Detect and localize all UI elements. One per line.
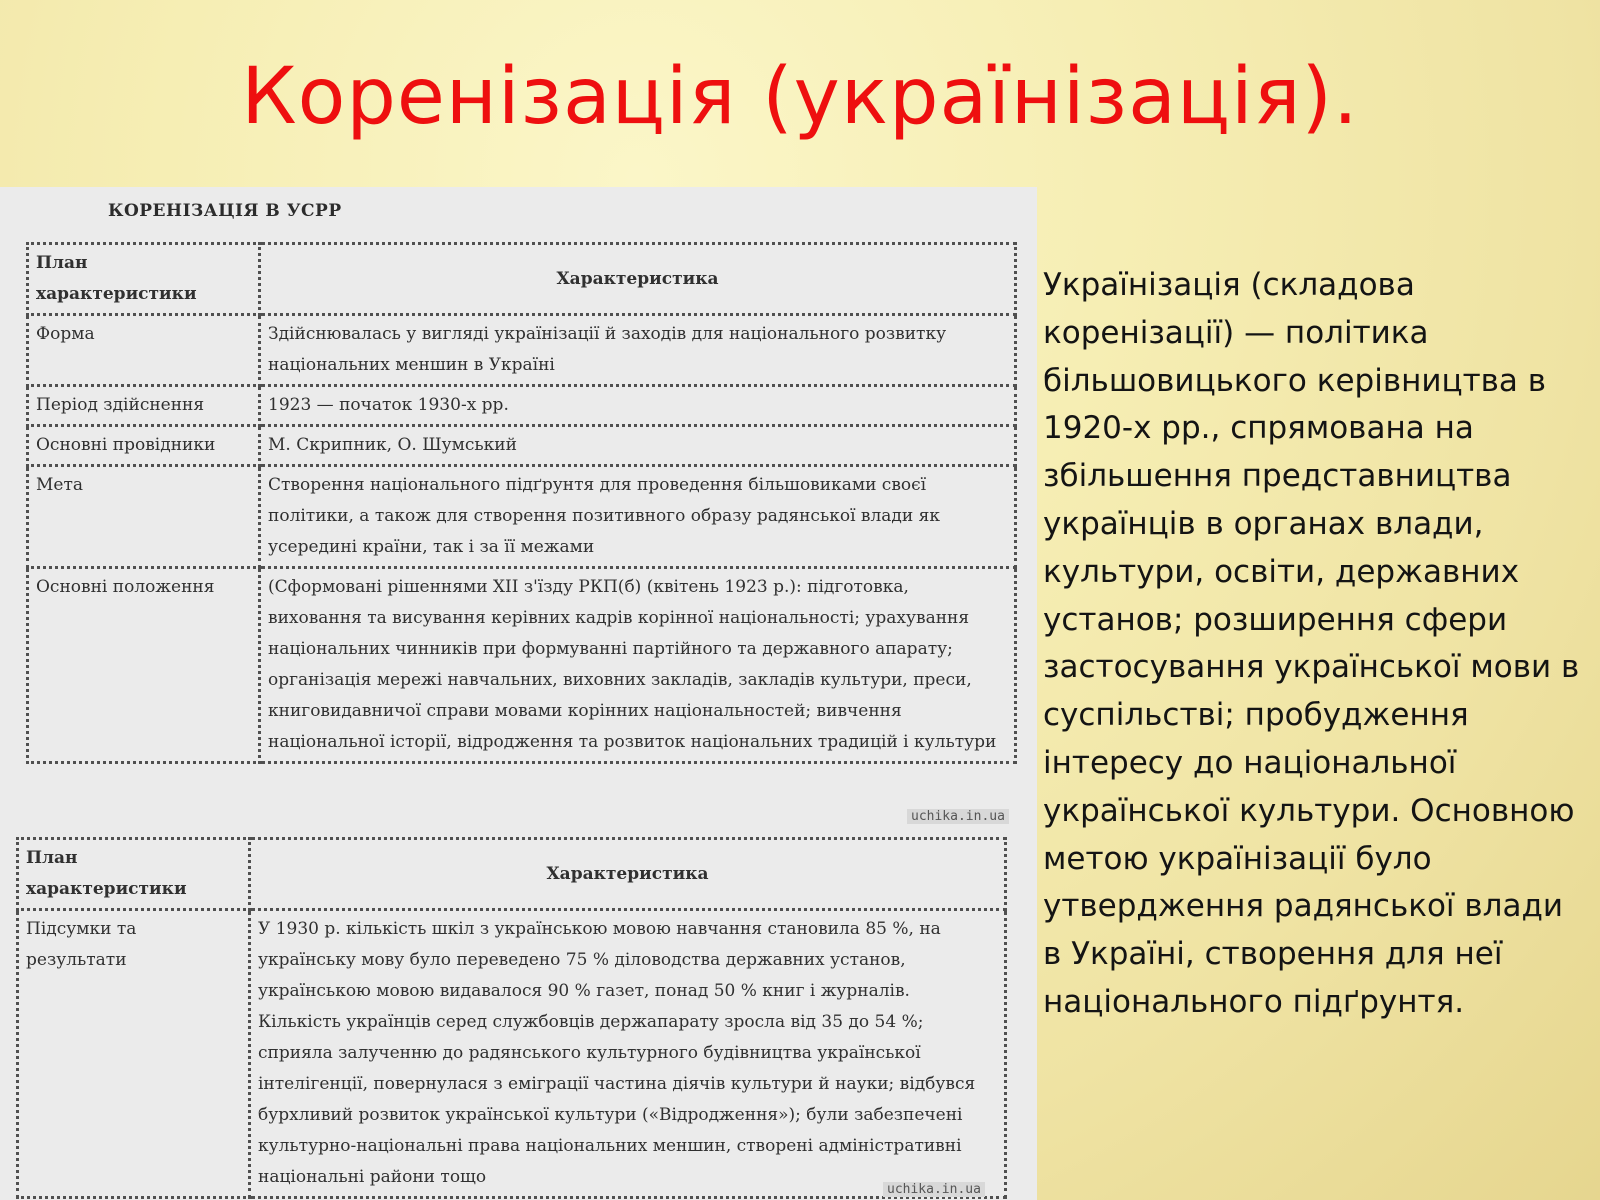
watermark: uchika.in.ua bbox=[907, 809, 1009, 824]
row-value: Створення національного підґрунтя для проведення більшовиками своєї політики, а також для створення позитивного образу радянської влади як усередині країни, так і за її межами bbox=[260, 466, 1016, 568]
ukrainization-description: Українізація (складова коренізації) — політика більшовицького керівництва в 1920-х рр., спрямована на збільшення представництва українців в органах влади, культури, освіти, державних установ; розширення сфери застосування української мови в суспільстві; пробудження інтересу до національної української культури. Основною метою українізації було утвердження радянської влади в Україні, створення для неї національного підґрунтя. bbox=[1043, 267, 1580, 1020]
header-characteristic: Характеристика bbox=[260, 244, 1016, 315]
table-row bbox=[28, 426, 1016, 466]
table-row bbox=[18, 910, 1006, 1198]
korenization-table-main bbox=[26, 242, 1017, 764]
row-label: Період здійснення bbox=[28, 386, 260, 426]
header-plan: План характеристики bbox=[28, 244, 260, 315]
slide-title: Коренізація (українізація). bbox=[241, 52, 1359, 142]
row-value: 1923 — початок 1930-х рр. bbox=[260, 386, 1016, 426]
table-header-row bbox=[28, 244, 1016, 315]
row-label: Мета bbox=[28, 466, 260, 568]
header-plan: План характеристики bbox=[18, 839, 250, 910]
table-row bbox=[28, 386, 1016, 426]
header-characteristic: Характеристика bbox=[250, 839, 1006, 910]
table-row bbox=[28, 315, 1016, 386]
row-label: Підсумки та результати bbox=[18, 910, 250, 1198]
row-value: У 1930 р. кількість шкіл з українською мовою навчання становила 85 %, на українську мову було переведено 75 % діловодства державних установ, українською мовою видавалося 90 % газет, понад 50 % книг і журналів. Кількість українців серед службовців держапарату зросла від 35 до 54 %; сприяла залученню до радянського культурного будівництва української інтелігенції, повернулася з еміграції частина діячів культури й науки; відбувся бурхливий розвиток української культури («Відродження»); були забезпечені культурно-національні права національних меншин, створені адміністративні національні райони тощо bbox=[250, 910, 1006, 1198]
row-value: (Сформовані рішеннями XII з'їзду РКП(б) (квітень 1923 р.): підготовка, виховання та висування керівних кадрів корінної національності; урахування національних чинників при формуванні партійного та державного апарату; організація мережі навчальних, виховних закладів, закладів культури, преси, книговидавничої справи мовами корінних національностей; вивчення національної історії, відродження та розвиток національних традицій і культури bbox=[260, 568, 1016, 763]
table-header-row bbox=[18, 839, 1006, 910]
row-label: Основні положення bbox=[28, 568, 260, 763]
row-value: Здійснювалась у вигляді українізації й заходів для національного розвитку національних меншин в Україні bbox=[260, 315, 1016, 386]
row-label: Форма bbox=[28, 315, 260, 386]
table-caption: КОРЕНІЗАЦІЯ В УСРР bbox=[108, 201, 342, 221]
row-label: Основні провідники bbox=[28, 426, 260, 466]
table-row bbox=[28, 466, 1016, 568]
table-row bbox=[28, 568, 1016, 763]
row-value: М. Скрипник, О. Шумський bbox=[260, 426, 1016, 466]
korenization-table-results bbox=[16, 837, 1007, 1199]
korenization-table-image bbox=[0, 187, 1037, 1200]
watermark: uchika.in.ua bbox=[883, 1182, 985, 1197]
